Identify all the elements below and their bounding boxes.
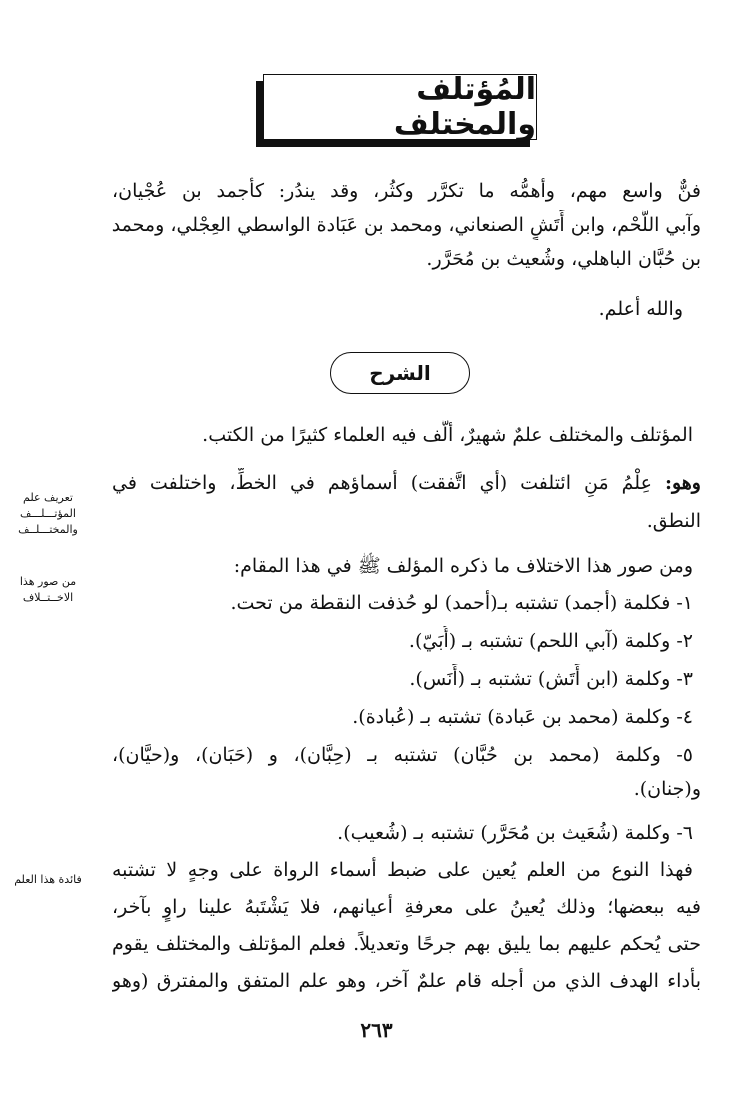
matn-closing: والله أعلم. [598,298,683,320]
section-heading-pill [330,352,470,394]
benefit-line-1: فهذا النوع من العلم يُعين على ضبط أسماء الرواة على وجهٍ لا تشتبه [112,859,693,881]
example-4: ٤- وكلمة (محمد بن عَبادة) تشتبه بـ (عُبادة). [352,706,693,728]
margin-note-examples [8,574,88,606]
chapter-title-box [263,74,537,140]
examples-intro: ومن صور هذا الاختلاف ما ذكره المؤلف ﷺ في هذا المقام: [233,555,693,577]
chapter-title: المُؤتلف والمختلف [393,72,536,142]
definition-text: عِلْمُ مَنِ ائتلفت (أي اتَّفقت) أسماؤهم في الخطِّ، واختلفت في [112,472,652,494]
definition-label: وهو: [664,472,701,494]
margin-note-line: الاخــتــلاف [22,591,74,604]
example-3: ٣- وكلمة (ابن أَتَش) تشتبه بـ (أَنَس). [409,668,693,690]
margin-note-line: تعريف علم [23,491,73,504]
margin-note-line: من صور هذا [19,575,77,588]
benefit-line-2: فيه ببعضها؛ وذلك يُعينُ على معرفةِ أعيانهم، فلا يَشْتَبهُ علينا راوٍ بآخر، [112,896,701,918]
matn-line-3: بن حُبَّان الباهلي، وشُعيث بن مُحَرَّر. [426,248,701,270]
margin-note-line: فائدة هذا العلم [14,873,82,886]
benefit-line-3: حتى يُحكم عليهم بما يليق بهم جرحًا وتعديلاً. فعلم المؤتلف والمختلف يقوم [112,933,701,955]
margin-note-line: المؤتـــلـــف [20,507,76,520]
sharh-intro: المؤتلف والمختلف علمٌ شهيرٌ، ألَّف فيه العلماء كثيرًا من الكتب. [202,424,693,446]
example-1: ١- فكلمة (أجمد) تشتبه بـ(أحمد) لو حُذفت النقطة من تحت. [230,592,693,614]
example-5-continued: و(جنان). [633,778,701,800]
definition-line-2: النطق. [646,510,701,532]
example-5: ٥- وكلمة (محمد بن حُبَّان) تشتبه بـ (حِبَّان)، و (حَبَان)، و(حيَّان)، [112,744,693,766]
example-2: ٢- وكلمة (آبي اللحم) تشتبه بـ (أُبَيّ). [408,630,693,652]
margin-note-line: والمختـــلــف [18,523,78,536]
section-heading: الشرح [369,361,431,385]
margin-note-definition [8,490,88,538]
margin-note-benefit [8,872,88,888]
page-number: ٢٦٣ [360,1018,393,1042]
example-6: ٦- وكلمة (شُعَيث بن مُحَرَّر) تشتبه بـ (شُعيب). [337,822,693,844]
benefit-line-4: بأداء الهدف الذي من أجله قام علمٌ آخر، وهو علم المتفق والمفترق (وهو [112,970,701,992]
matn-line-1: فنٌّ واسع مهم، وأهمُّه ما تكرَّر وكثُر، وقد يندُر: كأجمد بن عُجْيان، [112,180,701,202]
matn-line-2: وآبي اللَّحْم، وابن أَتَشٍ الصنعاني، ومحمد بن عَبَادة الواسطي العِجْلي، ومحمد [112,214,701,236]
definition-line-1 [112,468,701,498]
